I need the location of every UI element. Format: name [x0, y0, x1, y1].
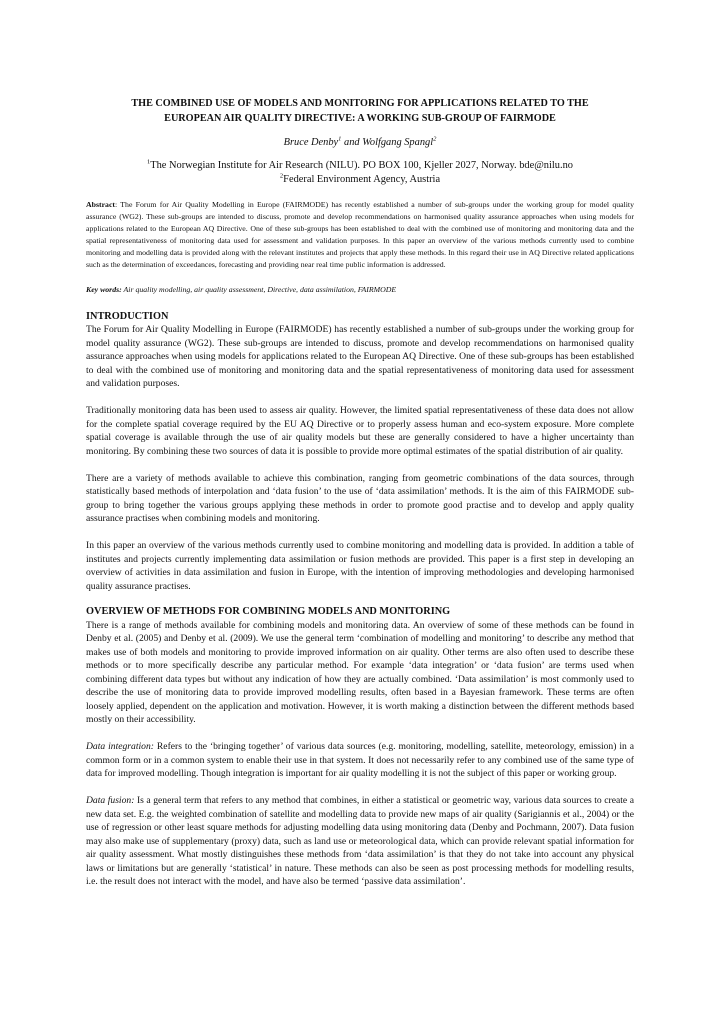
data-integration-text: Refers to the ‘bringing together’ of various data sources (e.g. monitoring, modelling, satellite, meteorology, emission) in a common form or in a common system to enable their use in that system. It does not necessarily refer to any combined use of the same type of data for improved modelling. Though integration is important for air quality modelling it is not the subject of this paper or working group. [86, 741, 634, 780]
overview-heading: OVERVIEW OF METHODS FOR COMBINING MODELS AND MONITORING [86, 606, 451, 618]
keywords [86, 284, 634, 296]
author-1-mark: 1 [338, 135, 342, 143]
data-fusion-paragraph [86, 794, 634, 889]
data-fusion-text: Is a general term that refers to any method that combines, in either a statistical or geometric way, various data sources to create a new data set. E.g. the weighted combination of satellite and modelling data to provide new maps of air quality (Sarigiannis et al., 2004) or the use of regression or other least square methods for adjusting modelling data using monitoring data (Denby and Pochmann, 2007). Data fusion may also make use of supplementary (proxy) data, such as land use or meteorological data, which can provide relevant spatial information for air quality assessment. What mostly distinguishes these methods from ‘data assimilation’ is that they do not take into account any physical laws or limitations but are generally ‘statistical’ in nature. These methods can also be seen as post processing methods for modelling results, i.e. the result does not interact with the model, and have also be termed ‘passive data assimilation’. [86, 795, 634, 888]
affiliation-2-mark: 2 [279, 172, 284, 180]
overview-paragraph-1: There is a range of methods available for combining models and monitoring data. An overview of some of these methods can be found in Denby et al. (2005) and Denby et al. (2009). We use the general term ‘combination of modelling and monitoring’ to describe any method that makes use of both models and monitoring to provide improved information on air quality. Other terms are also often used to describe these methods or to more specifically describe any particular method. For example ‘data integration’ or ‘data fusion’ are terms used when combining different data types but without any indication of how they are actually combined. ‘Data assimilation’ is most commonly used to describe the use of monitoring data to provide improved modelling results, often based in a Bayesian framework. These terms are often loosely applied, dependent on the application and motivation. However, it is worth making a distinction between the different methods based mostly on their accessibility. [86, 619, 634, 726]
affiliation-1 [86, 159, 634, 173]
intro-paragraph-4: In this paper an overview of the various methods currently used to combine monitoring and modelling data is provided. In addition a table of institutes and projects currently implementing data assimilation or fusion methods are provided. This paper is a first step in developing an overview of activities in data assimilation and fusion in Europe, with the intention of improving methodologies and developing harmonised quality assurance practises. [86, 540, 634, 592]
intro-paragraph-3: There are a variety of methods available to achieve this combination, ranging from geometric combinations of the data sources, through statistically based methods of interpolation and ‘data fusion’ to the use of ‘data assimilation’ methods. It is the aim of this FAIRMODE sub-group to bring together the various groups applying these methods in order to promote good practise and to develop and apply quality assurance practises when combining models and monitoring. [86, 472, 634, 525]
paper-title [86, 96, 634, 126]
author-line [86, 136, 634, 150]
affiliation-1-mark: 1 [147, 158, 151, 166]
paper-page [86, 96, 634, 889]
author-2: Wolfgang Spangl [362, 137, 434, 148]
title-line-2: EUROPEAN AIR QUALITY DIRECTIVE: A WORKING SUB-GROUP OF FAIRMODE [164, 113, 556, 124]
data-integration-term: Data integration: [86, 741, 154, 753]
abstract [86, 199, 634, 272]
intro-heading: INTRODUCTION [86, 310, 169, 322]
affiliation-2 [86, 173, 634, 187]
title-line-1: THE COMBINED USE OF MODELS AND MONITORING FOR APPLICATIONS RELATED TO THE [131, 98, 589, 109]
intro-paragraph-2: Traditionally monitoring data has been used to assess air quality. However, the limited spatial representativeness of these data does not allow for the complete spatial coverage required by the EU AQ Directive or to properly assess human and eco-system exposure. More complete spatial coverage is available through the use of air quality models but these are generally considered to have a higher uncertainty than monitoring. By combining these two sources of data it is possible to provide more optimal estimates of the spatial distribution of air quality. [86, 405, 634, 457]
affiliation-1-text: The Norwegian Institute for Air Research (NILU). PO BOX 100, Kjeller 2027, Norway. bde@nilu.no [150, 160, 573, 171]
data-fusion-term: Data fusion: [86, 795, 135, 807]
keywords-label: Key words: [86, 284, 122, 294]
abstract-label: Abstract [86, 200, 116, 209]
affiliation-2-text: Federal Environment Agency, Austria [283, 174, 441, 185]
abstract-text: : The Forum for Air Quality Modelling in Europe (FAIRMODE) has recently established a number of sub-groups under the working group for model quality assurance (WG2). These sub-groups are intended to discuss, promote and develop recommendations on harmonised quality assurance approaches when using models for applications related to the European AQ Directive. One of these sub-groups has been established to deal with the combined use of monitoring and monitoring data and the spatial representativeness of monitoring data used for assessment and validation purposes. In this paper an overview of the various methods currently used to combine monitoring and modelling data is provided along with the relevant institutes and projects that apply these methods. In this regard their use in AQ Directive related applications such as the determination of exceedances, forecasting and providing near real time public information is addressed. [86, 200, 634, 270]
author-conjunction: and [341, 137, 363, 148]
affiliations [86, 159, 634, 187]
intro-paragraph-1: The Forum for Air Quality Modelling in Europe (FAIRMODE) has recently established a number of sub-groups under the working group for model quality assurance (WG2). These sub-groups are intended to discuss, promote and develop recommendations on harmonised quality assurance approaches when using models for applications related to the European AQ Directive. One of these sub-groups has been established to deal with the combined use of monitoring and monitoring data and the spatial representativeness of monitoring data used for assessment and validation purposes. [86, 324, 634, 390]
author-2-mark: 2 [433, 135, 437, 143]
data-integration-paragraph [86, 740, 634, 781]
author-1: Bruce Denby [283, 137, 339, 148]
keywords-text: Air quality modelling, air quality assessment, Directive, data assimilation, FAIRMODE [121, 284, 397, 294]
